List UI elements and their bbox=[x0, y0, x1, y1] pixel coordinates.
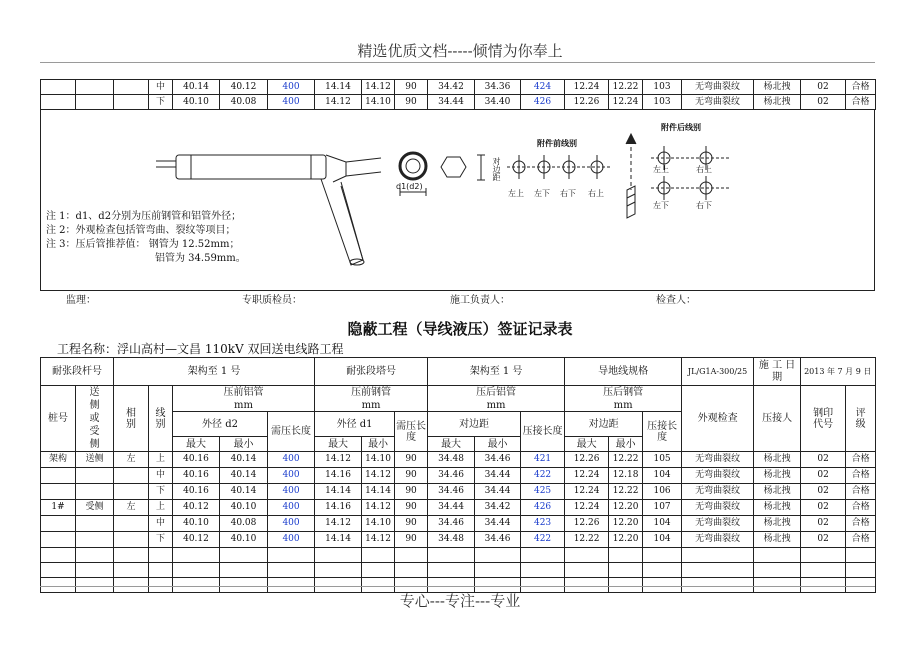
cell-pre-al-max: 40.10 bbox=[173, 516, 220, 532]
cell-side: 送侧 bbox=[76, 452, 114, 468]
cell-post-al-len: 422 bbox=[521, 532, 565, 548]
table-row bbox=[41, 468, 876, 484]
header-divider bbox=[40, 62, 875, 63]
cell-phase bbox=[114, 468, 149, 484]
cell-stamp: 02 bbox=[801, 95, 846, 110]
blank-cell bbox=[315, 548, 362, 563]
hdr-presser: 压接人 bbox=[754, 386, 801, 452]
blank-cell bbox=[220, 563, 268, 578]
cell-post-al-max: 34.42 bbox=[428, 80, 475, 95]
sig-inspector: 检查人： bbox=[656, 295, 696, 306]
blank-cell bbox=[76, 563, 114, 578]
cell-pre-al-min: 40.14 bbox=[220, 452, 268, 468]
sig-quality: 专职质检员： bbox=[242, 295, 302, 306]
cell-stamp: 02 bbox=[801, 532, 846, 548]
hdr-od-d2: 外径 d2 bbox=[173, 412, 268, 437]
cell-pre-st-min: 14.12 bbox=[362, 500, 395, 516]
blank-row bbox=[41, 548, 876, 563]
rear-label-3: 左下 bbox=[653, 201, 669, 210]
blank-cell bbox=[846, 563, 876, 578]
top-record-table bbox=[40, 79, 876, 110]
cell-pole bbox=[41, 532, 76, 548]
blank-cell bbox=[114, 548, 149, 563]
cell-pre-st-max: 14.12 bbox=[315, 95, 362, 110]
cell-post-st-max: 12.22 bbox=[565, 532, 609, 548]
table-row bbox=[41, 516, 876, 532]
cell-phase bbox=[114, 532, 149, 548]
hdr-need-len-2: 需压长度 bbox=[395, 412, 428, 452]
hdr-unit-4: mm bbox=[565, 400, 682, 412]
blank-cell bbox=[754, 548, 801, 563]
cell-post-st-len: 103 bbox=[643, 80, 682, 95]
cell-pre-al-len: 400 bbox=[268, 80, 315, 95]
blank-cell bbox=[475, 548, 521, 563]
hdr-wire: 线别 bbox=[149, 386, 173, 452]
cell-post-al-len: 426 bbox=[521, 500, 565, 516]
table-row bbox=[41, 484, 876, 500]
cell-side bbox=[76, 80, 114, 95]
blank-cell bbox=[173, 563, 220, 578]
cell-pre-al-min: 40.12 bbox=[220, 80, 268, 95]
cell-post-al-len: 426 bbox=[521, 95, 565, 110]
page-title: 隐蔽工程（导线液压）签证记录表 bbox=[347, 320, 573, 338]
blank-cell bbox=[395, 563, 428, 578]
cell-post-st-max: 12.26 bbox=[565, 95, 609, 110]
cell-pre-al-max: 40.16 bbox=[173, 452, 220, 468]
blank-cell bbox=[149, 548, 173, 563]
blank-cell bbox=[268, 563, 315, 578]
footer-divider bbox=[40, 586, 875, 587]
blank-cell bbox=[643, 548, 682, 563]
hdr-max: 最大 bbox=[173, 437, 220, 452]
hdr-visual: 外观检查 bbox=[682, 386, 754, 452]
cell-post-st-max: 12.26 bbox=[565, 452, 609, 468]
cell-pre-st-len: 90 bbox=[395, 95, 428, 110]
cell-pre-st-max: 14.14 bbox=[315, 80, 362, 95]
cell-visual: 无弯曲裂纹 bbox=[682, 484, 754, 500]
cell-presser: 杨北拽 bbox=[754, 500, 801, 516]
cell-visual: 无弯曲裂纹 bbox=[682, 516, 754, 532]
hdr-need-len-1: 需压长度 bbox=[268, 412, 315, 452]
cell-visual: 无弯曲裂纹 bbox=[682, 532, 754, 548]
blank-cell bbox=[609, 563, 643, 578]
cell-pre-st-len: 90 bbox=[395, 516, 428, 532]
blank-cell bbox=[682, 548, 754, 563]
cell-pole: 架构 bbox=[41, 452, 76, 468]
cell-post-al-len: 423 bbox=[521, 516, 565, 532]
cell-post-st-min: 12.20 bbox=[609, 516, 643, 532]
cell-grade: 合格 bbox=[846, 484, 876, 500]
note-2: 注 2：外观检查包括管弯曲、裂纹等项目； bbox=[46, 225, 236, 236]
cell-pre-st-len: 90 bbox=[395, 484, 428, 500]
diameter-label: d1(d2) bbox=[396, 182, 423, 191]
cell-visual: 无弯曲裂纹 bbox=[682, 80, 754, 95]
cell-grade: 合格 bbox=[846, 95, 876, 110]
hdr-grade: 评级 bbox=[846, 386, 876, 452]
cell-pre-al-len: 400 bbox=[268, 532, 315, 548]
blank-cell bbox=[475, 563, 521, 578]
cell-pre-al-min: 40.08 bbox=[220, 516, 268, 532]
cell-wire: 下 bbox=[149, 95, 173, 110]
blank-cell bbox=[428, 548, 475, 563]
blank-cell bbox=[754, 563, 801, 578]
section-value: 架构至 1 号 bbox=[114, 358, 315, 386]
front-label-4: 右上 bbox=[588, 189, 604, 198]
blank-cell bbox=[521, 548, 565, 563]
cell-post-st-min: 12.22 bbox=[609, 80, 643, 95]
table-row bbox=[41, 80, 876, 95]
cell-post-al-max: 34.48 bbox=[428, 452, 475, 468]
side-distance-label: 对边距 bbox=[492, 157, 501, 181]
section-label: 耐张段杆号 bbox=[41, 358, 114, 386]
cell-pre-st-min: 14.12 bbox=[362, 532, 395, 548]
hdr-post-st: 压后钢管 bbox=[565, 386, 682, 400]
table-row bbox=[41, 532, 876, 548]
cell-post-al-max: 34.46 bbox=[428, 484, 475, 500]
cell-post-st-min: 12.20 bbox=[609, 532, 643, 548]
cell-pre-al-len: 400 bbox=[268, 516, 315, 532]
table-row bbox=[41, 500, 876, 516]
cell-post-st-len: 104 bbox=[643, 516, 682, 532]
rear-label-4: 右下 bbox=[696, 201, 712, 210]
cell-post-st-max: 12.24 bbox=[565, 484, 609, 500]
front-label-1: 左上 bbox=[508, 189, 524, 198]
cell-post-al-max: 34.46 bbox=[428, 516, 475, 532]
hdr-min: 最小 bbox=[609, 437, 643, 452]
cell-grade: 合格 bbox=[846, 80, 876, 95]
blank-row bbox=[41, 563, 876, 578]
hdr-side: 送侧或受侧 bbox=[76, 386, 114, 452]
cell-pre-al-max: 40.10 bbox=[173, 95, 220, 110]
cell-post-st-len: 106 bbox=[643, 484, 682, 500]
project-name: 工程名称：浮山高村—文昌 110kV 双回送电线路工程 bbox=[57, 342, 344, 356]
hdr-press-len-1: 压接长度 bbox=[521, 412, 565, 452]
cell-visual: 无弯曲裂纹 bbox=[682, 95, 754, 110]
cell-presser: 杨北拽 bbox=[754, 484, 801, 500]
rear-title: 附件后线别 bbox=[661, 123, 701, 132]
cell-pre-al-min: 40.14 bbox=[220, 484, 268, 500]
blank-cell bbox=[565, 563, 609, 578]
cell-post-st-min: 12.18 bbox=[609, 468, 643, 484]
hdr-max: 最大 bbox=[565, 437, 609, 452]
blank-cell bbox=[846, 548, 876, 563]
cell-phase: 左 bbox=[114, 500, 149, 516]
hdr-phase: 相别 bbox=[114, 386, 149, 452]
cell-post-al-min: 34.44 bbox=[475, 484, 521, 500]
cell-pre-st-min: 14.10 bbox=[362, 95, 395, 110]
cell-wire: 下 bbox=[149, 484, 173, 500]
cell-post-st-min: 12.24 bbox=[609, 95, 643, 110]
cell-pre-al-len: 400 bbox=[268, 500, 315, 516]
cell-pre-al-min: 40.08 bbox=[220, 95, 268, 110]
cell-post-st-max: 12.24 bbox=[565, 80, 609, 95]
cell-pre-al-max: 40.16 bbox=[173, 484, 220, 500]
spec-value: JL/G1A-300/25 bbox=[682, 358, 754, 386]
date-label: 施 工 日 期 bbox=[754, 358, 801, 386]
cell-pre-st-len: 90 bbox=[395, 500, 428, 516]
blank-cell bbox=[565, 548, 609, 563]
blank-cell bbox=[315, 563, 362, 578]
hdr-stamp: 钢印代号 bbox=[801, 386, 846, 452]
hdr-unit-1: mm bbox=[173, 400, 315, 412]
blank-cell bbox=[149, 563, 173, 578]
hdr-max: 最大 bbox=[428, 437, 475, 452]
blank-cell bbox=[41, 563, 76, 578]
cell-post-st-len: 105 bbox=[643, 452, 682, 468]
cell-wire: 上 bbox=[149, 500, 173, 516]
hdr-pre-al: 压前铝管 bbox=[173, 386, 315, 400]
cell-pole bbox=[41, 468, 76, 484]
cell-side: 受侧 bbox=[76, 500, 114, 516]
cell-post-al-min: 34.44 bbox=[475, 468, 521, 484]
tower-label: 耐张段塔号 bbox=[315, 358, 428, 386]
spec-label: 导地线规格 bbox=[565, 358, 682, 386]
cell-wire: 下 bbox=[149, 532, 173, 548]
hdr-flat-1: 对边距 bbox=[428, 412, 521, 437]
hdr-od-d1: 外径 d1 bbox=[315, 412, 395, 437]
cell-pre-st-len: 90 bbox=[395, 532, 428, 548]
front-label-2: 左下 bbox=[534, 189, 550, 198]
front-label-3: 右下 bbox=[560, 189, 576, 198]
cell-post-al-min: 34.36 bbox=[475, 80, 521, 95]
cell-post-st-len: 104 bbox=[643, 532, 682, 548]
cell-pre-al-max: 40.12 bbox=[173, 500, 220, 516]
cell-pre-st-len: 90 bbox=[395, 452, 428, 468]
cell-wire: 上 bbox=[149, 452, 173, 468]
cell-post-st-len: 103 bbox=[643, 95, 682, 110]
blank-cell bbox=[609, 548, 643, 563]
tower-value: 架构至 1 号 bbox=[428, 358, 565, 386]
cell-presser: 杨北拽 bbox=[754, 452, 801, 468]
blank-cell bbox=[173, 548, 220, 563]
cell-post-al-min: 34.44 bbox=[475, 516, 521, 532]
cell-phase bbox=[114, 516, 149, 532]
cell-side bbox=[76, 468, 114, 484]
cell-pre-st-min: 14.12 bbox=[362, 80, 395, 95]
blank-cell bbox=[801, 563, 846, 578]
cell-pre-st-min: 14.10 bbox=[362, 516, 395, 532]
cell-grade: 合格 bbox=[846, 516, 876, 532]
cell-post-st-max: 12.24 bbox=[565, 500, 609, 516]
cell-phase bbox=[114, 95, 149, 110]
blank-cell bbox=[801, 548, 846, 563]
hdr-unit-2: mm bbox=[315, 400, 428, 412]
cell-stamp: 02 bbox=[801, 452, 846, 468]
cell-pre-al-len: 400 bbox=[268, 468, 315, 484]
cell-side bbox=[76, 95, 114, 110]
cell-post-al-min: 34.42 bbox=[475, 500, 521, 516]
cell-post-st-min: 12.22 bbox=[609, 484, 643, 500]
blank-cell bbox=[76, 548, 114, 563]
cell-wire: 中 bbox=[149, 468, 173, 484]
cell-grade: 合格 bbox=[846, 532, 876, 548]
cell-post-al-max: 34.44 bbox=[428, 95, 475, 110]
page-header: 精选优质文档-----倾情为你奉上 bbox=[357, 42, 563, 60]
blank-cell bbox=[268, 548, 315, 563]
cell-post-al-len: 425 bbox=[521, 484, 565, 500]
rear-label-1: 左上 bbox=[653, 165, 669, 174]
cell-post-al-max: 34.44 bbox=[428, 500, 475, 516]
date-value: 2013 年 7 月 9 日 bbox=[801, 358, 876, 386]
table-row bbox=[41, 452, 876, 468]
blank-cell bbox=[114, 563, 149, 578]
cell-post-al-len: 422 bbox=[521, 468, 565, 484]
cell-presser: 杨北拽 bbox=[754, 468, 801, 484]
cell-phase bbox=[114, 80, 149, 95]
cell-post-al-min: 34.46 bbox=[475, 532, 521, 548]
rear-label-2: 右上 bbox=[696, 165, 712, 174]
cell-pre-al-max: 40.16 bbox=[173, 468, 220, 484]
cell-pre-al-max: 40.12 bbox=[173, 532, 220, 548]
cell-presser: 杨北拽 bbox=[754, 516, 801, 532]
hdr-press-len-2: 压接长度 bbox=[643, 412, 682, 452]
cell-post-st-max: 12.24 bbox=[565, 468, 609, 484]
cell-presser: 杨北拽 bbox=[754, 532, 801, 548]
cell-post-al-min: 34.40 bbox=[475, 95, 521, 110]
cell-post-st-max: 12.26 bbox=[565, 516, 609, 532]
cell-phase bbox=[114, 484, 149, 500]
cell-stamp: 02 bbox=[801, 500, 846, 516]
cell-phase: 左 bbox=[114, 452, 149, 468]
cell-pre-st-max: 14.14 bbox=[315, 484, 362, 500]
blank-cell bbox=[521, 563, 565, 578]
cell-presser: 杨北拽 bbox=[754, 95, 801, 110]
hdr-pole-no: 桩号 bbox=[41, 386, 76, 452]
blank-cell bbox=[395, 548, 428, 563]
cell-post-st-min: 12.22 bbox=[609, 452, 643, 468]
cell-pre-st-min: 14.12 bbox=[362, 468, 395, 484]
cell-pole bbox=[41, 95, 76, 110]
blank-cell bbox=[41, 548, 76, 563]
cell-pre-st-max: 14.16 bbox=[315, 500, 362, 516]
cell-pre-st-min: 14.10 bbox=[362, 452, 395, 468]
hdr-min: 最小 bbox=[475, 437, 521, 452]
table-row bbox=[41, 95, 876, 110]
cell-pre-st-max: 14.16 bbox=[315, 468, 362, 484]
hdr-min: 最小 bbox=[220, 437, 268, 452]
hdr-flat-2: 对边距 bbox=[565, 412, 643, 437]
cell-pre-al-min: 40.10 bbox=[220, 500, 268, 516]
cell-pole bbox=[41, 484, 76, 500]
sig-supervisor: 监理： bbox=[66, 295, 96, 306]
cell-stamp: 02 bbox=[801, 468, 846, 484]
hdr-pre-st: 压前钢管 bbox=[315, 386, 428, 400]
cell-visual: 无弯曲裂纹 bbox=[682, 500, 754, 516]
hdr-unit-3: mm bbox=[428, 400, 565, 412]
cell-wire: 中 bbox=[149, 80, 173, 95]
sig-construction: 施工负责人： bbox=[450, 295, 510, 306]
note-4: 铝管为 34.59mm。 bbox=[155, 253, 246, 264]
blank-cell bbox=[362, 548, 395, 563]
blank-cell bbox=[220, 548, 268, 563]
hdr-post-al: 压后铝管 bbox=[428, 386, 565, 400]
blank-cell bbox=[428, 563, 475, 578]
cell-pre-st-max: 14.12 bbox=[315, 452, 362, 468]
crimp-record-table bbox=[40, 357, 876, 593]
note-1: 注 1：d1、d2分别为压前钢管和铝管外径； bbox=[46, 211, 242, 222]
cell-stamp: 02 bbox=[801, 516, 846, 532]
cell-pre-al-len: 400 bbox=[268, 484, 315, 500]
cell-pole bbox=[41, 80, 76, 95]
cell-post-st-min: 12.20 bbox=[609, 500, 643, 516]
cell-pre-al-len: 400 bbox=[268, 95, 315, 110]
hdr-max: 最大 bbox=[315, 437, 362, 452]
cell-stamp: 02 bbox=[801, 80, 846, 95]
cell-visual: 无弯曲裂纹 bbox=[682, 452, 754, 468]
cell-pre-st-max: 14.12 bbox=[315, 516, 362, 532]
note-3: 注 3：压后管推荐值： 钢管为 12.52mm； bbox=[46, 239, 240, 250]
blank-cell bbox=[682, 563, 754, 578]
cell-wire: 中 bbox=[149, 516, 173, 532]
cell-pre-al-min: 40.10 bbox=[220, 532, 268, 548]
cell-presser: 杨北拽 bbox=[754, 80, 801, 95]
cell-pre-al-len: 400 bbox=[268, 452, 315, 468]
cell-grade: 合格 bbox=[846, 452, 876, 468]
signature-row bbox=[40, 291, 875, 305]
cell-pre-al-max: 40.14 bbox=[173, 80, 220, 95]
cell-post-al-min: 34.46 bbox=[475, 452, 521, 468]
cell-pole bbox=[41, 516, 76, 532]
front-title: 附件前线别 bbox=[537, 139, 577, 148]
cell-pre-al-min: 40.14 bbox=[220, 468, 268, 484]
cell-post-st-len: 107 bbox=[643, 500, 682, 516]
cell-grade: 合格 bbox=[846, 500, 876, 516]
cell-pre-st-max: 14.14 bbox=[315, 532, 362, 548]
diagram-notes-box bbox=[40, 109, 875, 291]
cell-post-al-len: 421 bbox=[521, 452, 565, 468]
info-row bbox=[41, 358, 876, 386]
cell-post-al-len: 424 bbox=[521, 80, 565, 95]
cell-side bbox=[76, 516, 114, 532]
page-footer: 专心---专注---专业 bbox=[399, 592, 521, 610]
hdr-min: 最小 bbox=[362, 437, 395, 452]
cell-pole: 1# bbox=[41, 500, 76, 516]
cell-post-al-max: 34.48 bbox=[428, 532, 475, 548]
cell-pre-st-len: 90 bbox=[395, 468, 428, 484]
cell-post-al-max: 34.46 bbox=[428, 468, 475, 484]
cell-side bbox=[76, 484, 114, 500]
blank-cell bbox=[643, 563, 682, 578]
blank-cell bbox=[362, 563, 395, 578]
cell-stamp: 02 bbox=[801, 484, 846, 500]
cell-post-st-len: 104 bbox=[643, 468, 682, 484]
cell-pre-st-len: 90 bbox=[395, 80, 428, 95]
cell-grade: 合格 bbox=[846, 468, 876, 484]
cell-visual: 无弯曲裂纹 bbox=[682, 468, 754, 484]
cell-side bbox=[76, 532, 114, 548]
cell-pre-st-min: 14.14 bbox=[362, 484, 395, 500]
